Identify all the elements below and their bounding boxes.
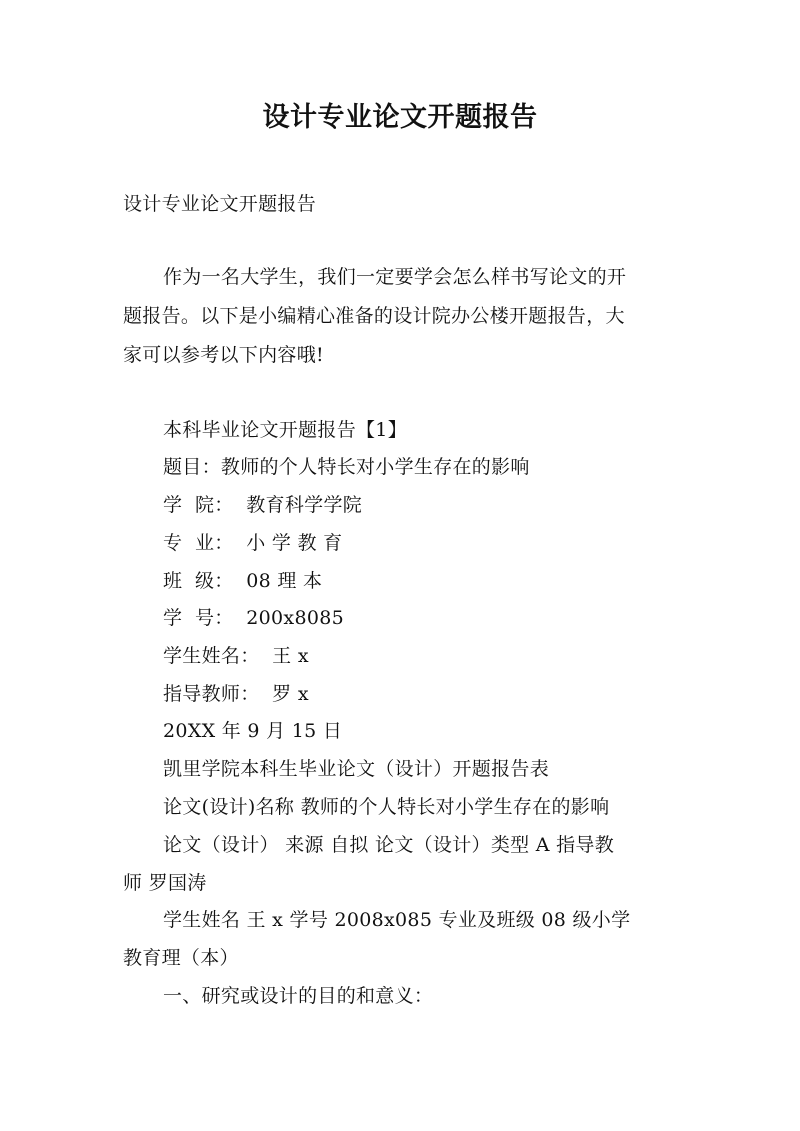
source-line-1: 论文（设计） 来源 自拟 论文（设计）类型 A 指导教	[163, 834, 615, 856]
student-id-line: 学 号： 200x8085	[163, 607, 344, 629]
topic-line: 题目：教师的个人特长对小学生存在的影响	[163, 456, 530, 478]
document-title: 设计专业论文开题报告	[262, 102, 538, 133]
purpose-heading: 一、研究或设计的目的和意义：	[163, 985, 434, 1007]
source-line-2: 师 罗国涛	[123, 872, 207, 894]
intro-line-2: 题报告。以下是小编精心准备的设计院办公楼开题报告，大	[123, 305, 625, 327]
student-info-line-1: 学生姓名 王 x 学号 2008x085 专业及班级 08 级小学	[163, 909, 631, 931]
date-line: 20XX 年 9 月 15 日	[163, 720, 343, 742]
document-subtitle: 设计专业论文开题报告	[123, 193, 317, 215]
student-name-line: 学生姓名： 王 x	[163, 645, 309, 667]
intro-line-3: 家可以参考以下内容哦!	[123, 344, 324, 366]
thesis-name-line: 论文(设计)名称 教师的个人特长对小学生存在的影响	[163, 796, 610, 818]
intro-line-1: 作为一名大学生，我们一定要学会怎么样书写论文的开	[163, 266, 627, 288]
college-line: 学 院： 教育科学学院	[163, 494, 363, 516]
form-title-line: 凯里学院本科生毕业论文（设计）开题报告表	[163, 758, 550, 780]
student-info-line-2: 教育理（本）	[123, 947, 239, 969]
advisor-line: 指导教师： 罗 x	[163, 683, 309, 705]
section-heading: 本科毕业论文开题报告【1】	[163, 419, 407, 441]
class-line: 班 级： 08 理 本	[163, 570, 323, 592]
major-line: 专 业： 小 学 教 育	[163, 532, 343, 554]
